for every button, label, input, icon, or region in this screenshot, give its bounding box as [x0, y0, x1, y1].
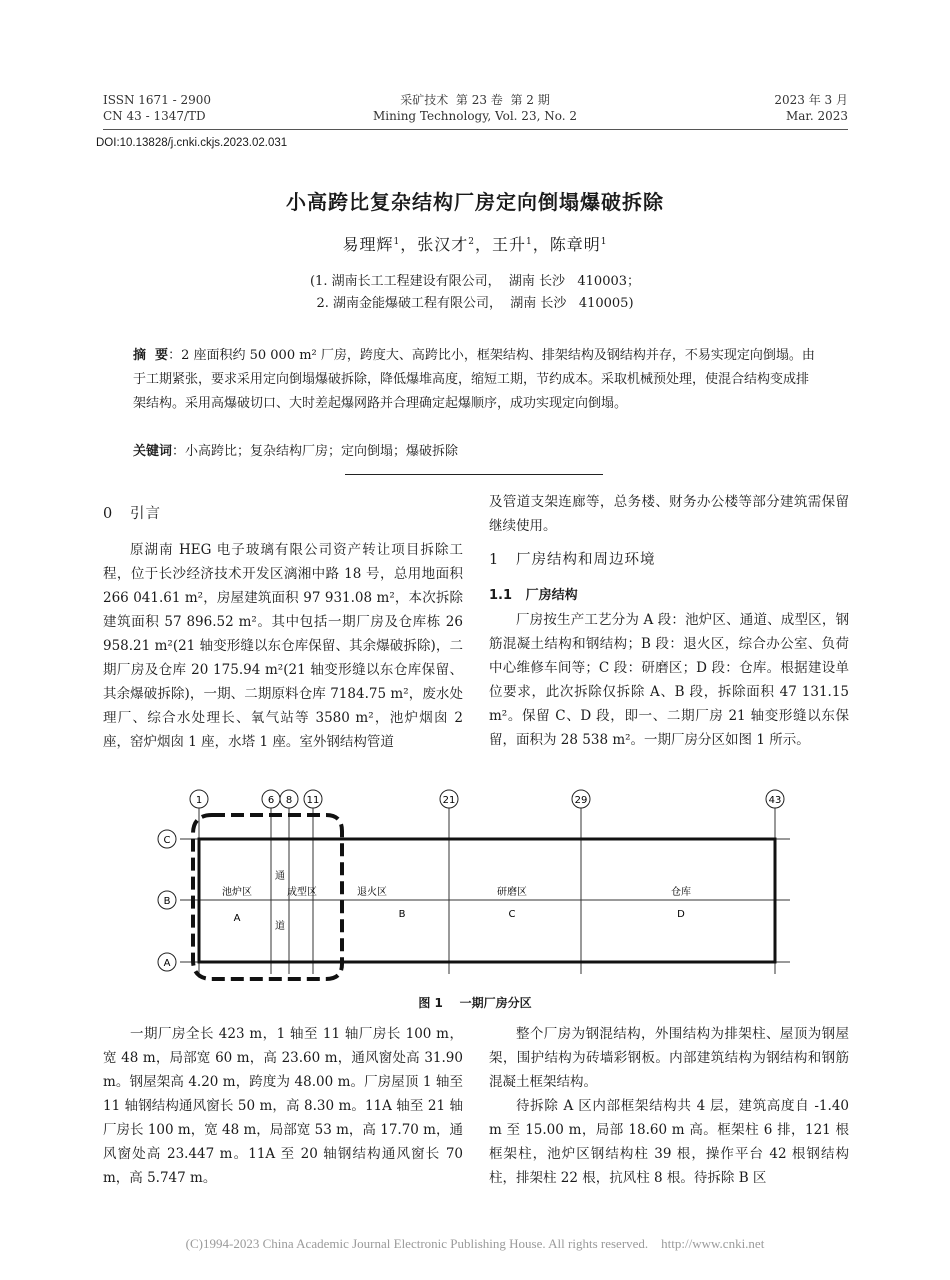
figure-1-floorplan [150, 784, 800, 984]
keywords: 关键词：小高跨比；复杂结构厂房；定向倒塌；爆破拆除 [133, 444, 459, 459]
zone-label-dao: 道 [275, 921, 285, 932]
building-dimensions-paragraph: 一期厂房全长 423 m，1 轴至 11 轴厂房长 100 m，宽 48 m，局部宽 60 m，高 23.60 m，通风窗处高 31.90 m。钢屋架高 4.20 m，跨度为 48.00 m。厂房屋顶 1 轴至 11 轴钢结构通风窗长 50 m，高 8.30 m。11A 轴至 21 轴厂房长 100 m，宽 48 m，局部宽 53 m，高 17.70 m，通风窗处高 23.447 m。11A 至 20 轴钢结构通风窗长 70 m，高 5.747 m。 [103, 1026, 463, 1186]
header-left [103, 92, 211, 124]
svg-text:11: 11 [306, 795, 320, 806]
svg-text:21: 21 [442, 795, 456, 806]
axis-bubble-8 [280, 790, 298, 808]
header-center [300, 92, 650, 124]
issn: ISSN 1671 - 2900 [103, 93, 212, 107]
figure-1-caption: 图 1 一期厂房分区 [418, 996, 532, 1010]
axis-bubble-a [158, 953, 176, 971]
date-cn: 2023 年 3 月 [774, 93, 848, 107]
svg-text:A: A [163, 958, 171, 969]
zone-label-tuihuo: 退火区 [357, 887, 387, 898]
axis-bubble-6 [262, 790, 280, 808]
continued-paragraph: 及管道支架连廊等，总务楼、财务办公楼等部分建筑需保留继续使用。 [489, 494, 849, 534]
axis-bubble-1 [190, 790, 208, 808]
doi[interactable]: DOI:10.13828/j.cnki.ckjs.2023.02.031 [96, 137, 288, 149]
author-1: 易理辉$^1$ [342, 235, 401, 254]
axis-bubble-43 [766, 790, 784, 808]
author-4: 陈章明$^1$ [549, 235, 608, 254]
abstract: 摘 要：2 座面积约 50 000 m² 厂房，跨度大、高跨比小，框架结构、排架结构及钢结构并存，不易实现定向倒塌。由于工期紧张，要求采用定向倒塌爆破拆除，降低爆堆高度，缩短工期，节约成本。采取机械预处理，使混合结构变成排架结构。采用高爆破切口、大时差起爆网路并合理确定起爆顺序，成功实现定向倒塌。 [133, 348, 815, 411]
left-column-top [103, 502, 463, 754]
paper-title: 小高跨比复杂结构厂房定向倒塌爆破拆除 [286, 190, 664, 214]
journal-name-cn: 采矿技术 第 23 卷 第 2 期 [400, 93, 550, 107]
section-1-heading: 1 厂房结构和周边环境 [489, 552, 656, 568]
intro-paragraph: 原湖南 HEG 电子玻璃有限公司资产转让项目拆除工程，位于长沙经济技术开发区漓湘中路 18 号，总用地面积 266 041.61 m²，房屋建筑面积 97 931.08 m²，本次拆除建筑面积 57 896.52 m²。其中包括一期厂房及仓库栋 26 958.21 m²(21 轴变形缝以东仓库保留、其余爆破拆除)，二期厂房及仓库 20 175.94 m²(21 轴变形缝以东仓库保留、其余爆破拆除)，一期、二期原料仓库 7184.75 m²，废水处理厂、综合水处理长、氧气站等 3580 m²，池炉烟囱 2 座，窑炉烟囱 1 座，水塔 1 座。室外钢结构管道 [103, 542, 463, 750]
zone-letter-a: A [233, 913, 241, 924]
axis-bubble-21 [440, 790, 458, 808]
header-right [774, 92, 848, 124]
svg-text:C: C [163, 835, 171, 846]
section-1-1-heading: 1.1 厂房结构 [489, 588, 578, 603]
svg-text:29: 29 [574, 795, 588, 806]
svg-text:43: 43 [768, 795, 782, 806]
cn-number: CN 43 - 1347/TD [103, 109, 206, 123]
journal-name-en: Mining Technology, Vol. 23, No. 2 [373, 109, 577, 123]
abstract-text: 2 座面积约 50 000 m² 厂房，跨度大、高跨比小，框架结构、排架结构及钢结构并存，不易实现定向倒塌。由于工期紧张，要求采用定向倒塌爆破拆除，降低爆堆高度，缩短工期，节约成本。采取机械预处理，使混合结构变成排架结构。采用高爆破切口、大时差起爆网路并合理确定起爆顺序，成功实现定向倒塌。 [133, 348, 815, 411]
left-column-bottom [103, 1022, 463, 1190]
svg-text:8: 8 [285, 795, 293, 806]
axis-bubble-b [158, 891, 176, 909]
keywords-text: 小高跨比；复杂结构厂房；定向倒塌；爆破拆除 [185, 444, 459, 459]
zone-label-chilu: 池炉区 [222, 887, 252, 898]
header-rule [103, 129, 848, 130]
right-column-top [489, 490, 849, 752]
zone-label-chengxing: 成型区 [287, 887, 317, 898]
affiliation-2: 2. 湖南金能爆破工程有限公司， 湖南 长沙 410005) [316, 296, 634, 311]
zone-letter-d: D [677, 909, 685, 920]
zone-label-yanmo: 研磨区 [497, 887, 527, 898]
zone-label-cangku: 仓库 [671, 887, 691, 898]
author-list: 易理辉$^1$，张汉才$^2$，王升$^1$，陈章明$^1$ [342, 235, 608, 254]
structure-paragraph: 整个厂房为钢混结构，外围结构为排架柱、屋顶为钢屋架，围护结构为砖墙彩钢板。内部建筑结构为钢结构和钢筋混凝土框架结构。 [489, 1026, 849, 1090]
date-en: Mar. 2023 [785, 109, 848, 123]
intro-heading: 0 引言 [103, 506, 162, 522]
author-3: 王升$^1$ [492, 235, 533, 254]
abstract-separator [345, 474, 603, 475]
zone-letter-c: C [508, 909, 516, 920]
zone-letter-b: B [398, 909, 406, 920]
zone-label-tong: 通 [275, 871, 285, 882]
keywords-label: 关键词 [133, 444, 173, 459]
section-1-1-paragraph: 厂房按生产工艺分为 A 段：池炉区、通道、成型区，钢筋混凝土结构和钢结构；B 段：退火区，综合办公室、负荷中心维修车间等；C 段：研磨区；D 段：仓库。根据建设单位要求，此次拆除仅拆除 A、B 段，拆除面积 47 131.15 m²。保留 C、D 段，即一、二期厂房 21 轴变形缝以东保留，面积为 28 538 m²。一期厂房分区如图 1 所示。 [489, 612, 849, 748]
copyright-footer: (C)1994-2023 China Academic Journal Electronic Publishing House. All rights reserved. http://www.cnki.net [185, 1236, 765, 1251]
zone-a-paragraph: 待拆除 A 区内部框架结构共 4 层，建筑高度自 -1.40 m 至 15.00 m，局部 18.60 m 高。框架柱 6 排，121 根框架柱，池炉区钢结构柱 39 根，操作平台 42 根钢结构柱，排架柱 22 根，抗风柱 8 根。待拆除 B 区 [489, 1098, 849, 1186]
right-column-bottom [489, 1022, 849, 1190]
author-2: 张汉才$^2$ [417, 235, 475, 254]
axis-bubble-11 [304, 790, 322, 808]
svg-text:1: 1 [195, 795, 203, 806]
affiliation-1: (1. 湖南长工工程建设有限公司， 湖南 长沙 410003； [309, 274, 641, 289]
abstract-label: 摘 要 [133, 348, 169, 363]
axis-bubble-29 [572, 790, 590, 808]
svg-text:6: 6 [267, 795, 275, 806]
svg-text:B: B [163, 896, 171, 907]
axis-bubble-c [158, 830, 176, 848]
